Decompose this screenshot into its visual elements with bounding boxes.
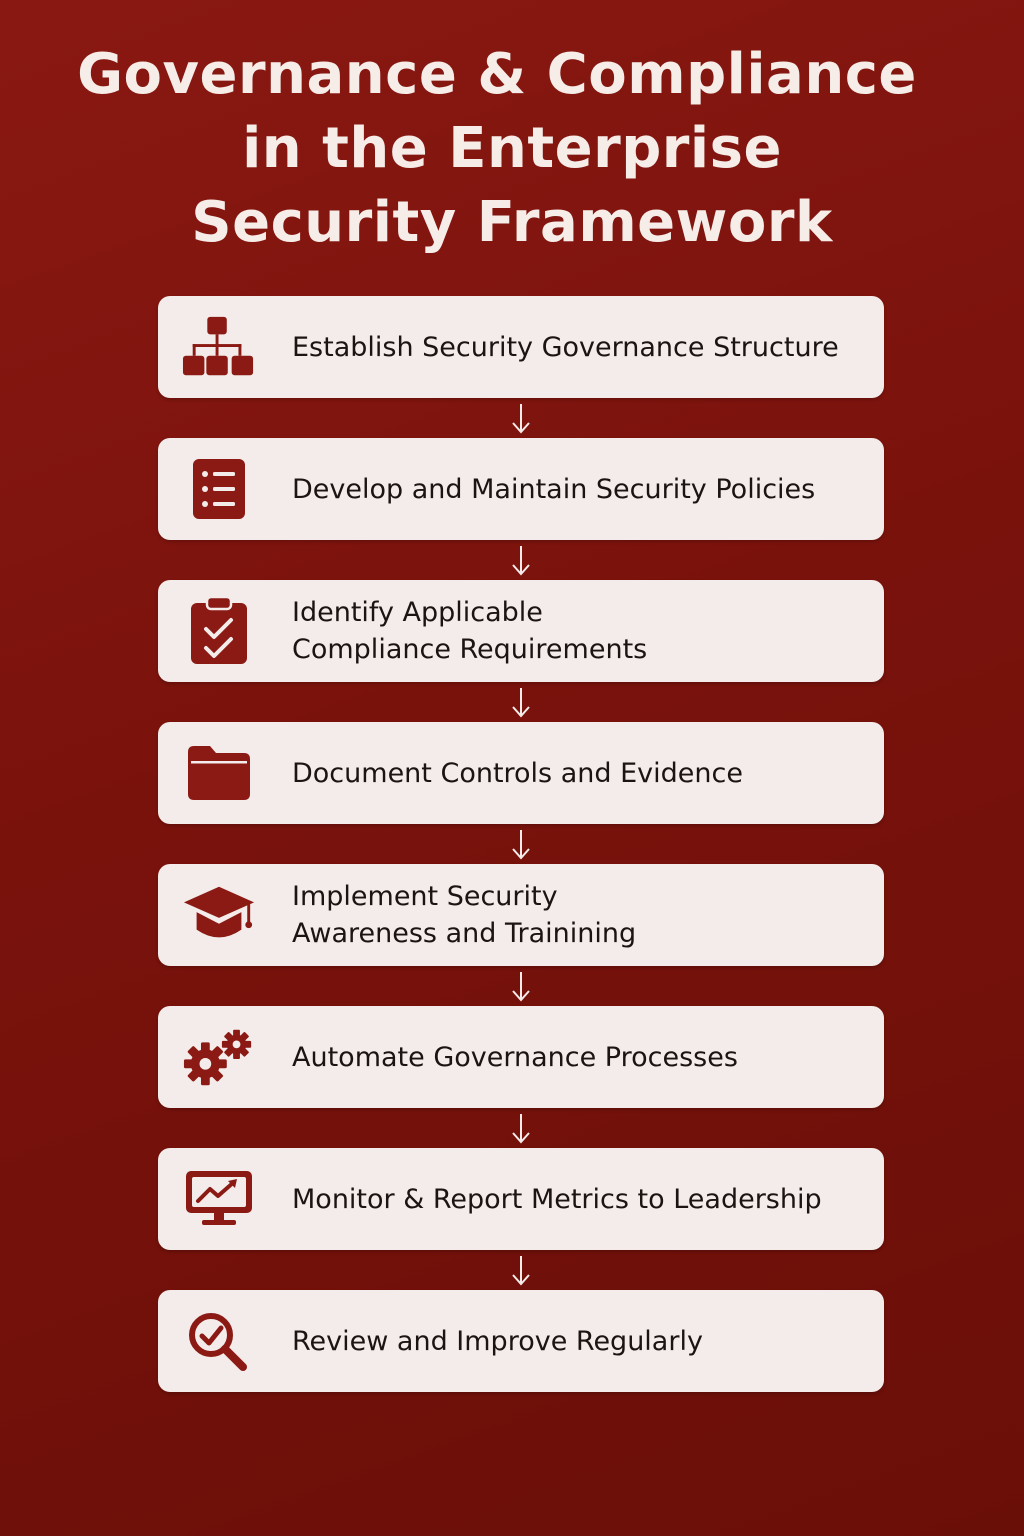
page-title bbox=[0, 38, 1024, 260]
step-card-6 bbox=[158, 1006, 884, 1108]
title-line-3: Security Framework bbox=[191, 190, 833, 255]
clipboard-check-icon bbox=[182, 596, 256, 666]
step-label-6: Automate Governance Processes bbox=[292, 1041, 738, 1073]
step-card-4 bbox=[158, 722, 884, 824]
step-card-2 bbox=[158, 438, 884, 540]
org-chart-icon bbox=[182, 312, 256, 382]
step-label-4: Document Controls and Evidence bbox=[292, 757, 743, 789]
step-label-2: Develop and Maintain Security Policies bbox=[292, 473, 816, 505]
connector-arrow-6 bbox=[158, 1108, 884, 1148]
step-card-8 bbox=[158, 1290, 884, 1392]
folder-icon bbox=[182, 738, 256, 808]
connector-arrow-7 bbox=[158, 1250, 884, 1290]
step-label-8: Review and Improve Regularly bbox=[292, 1325, 703, 1357]
connector-arrow-5 bbox=[158, 966, 884, 1006]
policy-list-icon bbox=[182, 454, 256, 524]
step-card-7 bbox=[158, 1148, 884, 1250]
title-line-1: Governance & Compliance bbox=[77, 42, 917, 107]
process-steps bbox=[158, 296, 884, 1392]
step-label-7: Monitor & Report Metrics to Leadership bbox=[292, 1183, 822, 1215]
magnifier-check-icon bbox=[182, 1306, 256, 1376]
gears-icon bbox=[182, 1022, 256, 1092]
connector-arrow-1 bbox=[158, 398, 884, 438]
monitor-chart-icon bbox=[182, 1164, 256, 1234]
connector-arrow-4 bbox=[158, 824, 884, 864]
step-label-5: Implement Security Awareness and Trainining bbox=[292, 881, 637, 949]
connector-arrow-3 bbox=[158, 682, 884, 722]
step-label-3: Identify Applicable Compliance Requirements bbox=[292, 597, 648, 665]
connector-arrow-2 bbox=[158, 540, 884, 580]
title-line-2: in the Enterprise bbox=[242, 116, 782, 181]
step-label-1: Establish Security Governance Structure bbox=[292, 331, 839, 363]
graduation-cap-icon bbox=[182, 880, 256, 950]
step-card-5 bbox=[158, 864, 884, 966]
step-card-1 bbox=[158, 296, 884, 398]
step-card-3 bbox=[158, 580, 884, 682]
